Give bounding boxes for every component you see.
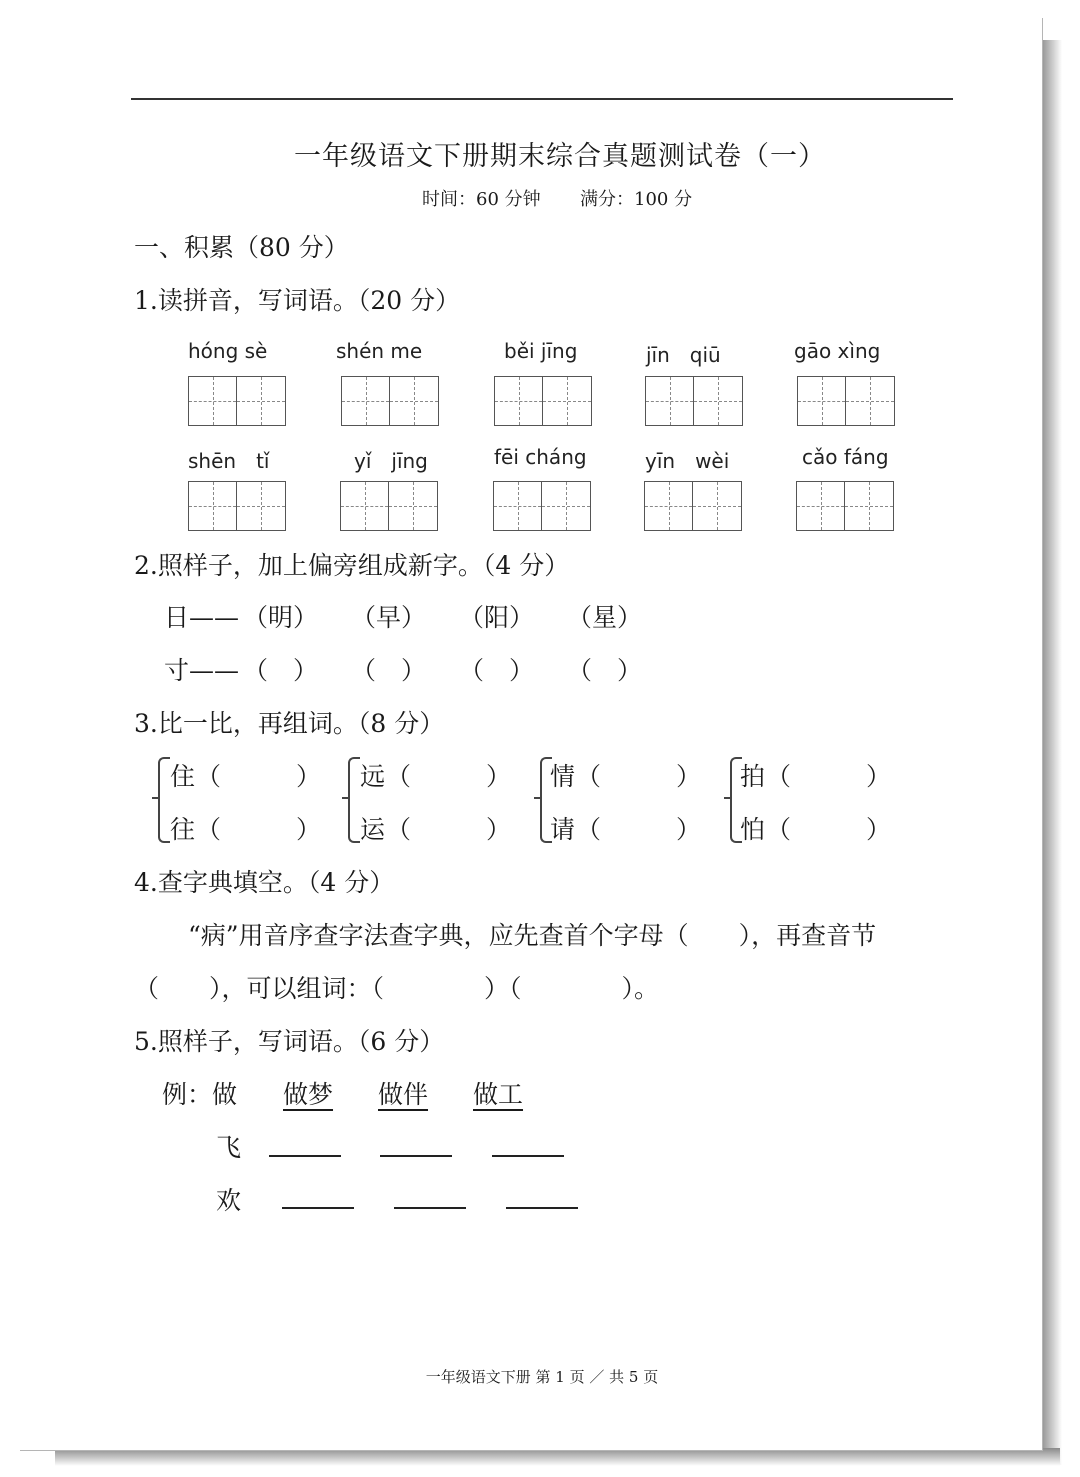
page-footer: 一年级语文下册 第 1 页 ／ 共 5 页 [425, 1368, 659, 1386]
section-heading: 一、积累（80 分） [134, 233, 349, 262]
pair-char-bottom: 请 [550, 815, 576, 844]
paren-close: ） [866, 815, 892, 844]
answer-line[interactable] [506, 1207, 578, 1209]
page-shadow-right [1040, 40, 1062, 1465]
pinyin-label: jīn qiū [646, 343, 721, 367]
pinyin-label: yīn wèi [645, 449, 730, 473]
answer-blank[interactable]: （ ） [459, 656, 535, 685]
radical-stem: 寸—— [164, 656, 240, 685]
pair-char-bottom: 怕 [740, 815, 766, 844]
paren-open: （ [386, 815, 412, 844]
paren-close: ） [296, 762, 322, 791]
writing-grid[interactable] [644, 481, 742, 531]
paren-open: （ [386, 762, 412, 791]
writing-grid[interactable] [645, 376, 743, 426]
example-label: 例：做 [162, 1080, 238, 1109]
example-word: 做梦 [283, 1080, 334, 1109]
paren-close: ） [296, 815, 322, 844]
paren-open: （ [766, 762, 792, 791]
pinyin-label: běi jīng [504, 339, 578, 363]
writing-grid[interactable] [494, 376, 592, 426]
pair-brace [158, 757, 170, 843]
example-word: 做伴 [378, 1080, 429, 1109]
paren-close: ） [486, 815, 512, 844]
pinyin-label: hóng sè [188, 339, 268, 363]
example-char: （星） [567, 603, 643, 632]
answer-blank[interactable]: （ ） [567, 656, 643, 685]
full-score: 满分：100 分 [580, 189, 693, 210]
pinyin-label: shēn tǐ [188, 449, 270, 473]
answer-blank[interactable]: （ ） [351, 656, 427, 685]
writing-grid[interactable] [341, 376, 439, 426]
answer-line[interactable] [492, 1155, 564, 1157]
pinyin-label: shén me [336, 339, 423, 363]
pinyin-label: yǐ jīng [354, 449, 428, 473]
time-limit: 时间：60 分钟 [422, 189, 541, 210]
answer-line[interactable] [282, 1207, 354, 1209]
question-4-line-1: “病”用音序查字法查字典，应先查首个字母（ ），再查音节 [188, 921, 877, 950]
pair-char-top: 情 [550, 762, 576, 791]
paren-close: ） [676, 815, 702, 844]
question-3-heading: 3.比一比，再组词。（8 分） [134, 709, 445, 738]
top-rule [131, 98, 953, 100]
question-4-heading: 4.查字典填空。（4 分） [134, 868, 395, 897]
pinyin-label: gāo xìng [794, 339, 881, 363]
writing-grid[interactable] [796, 481, 894, 531]
writing-grid[interactable] [493, 481, 591, 531]
word-stem-char: 欢 [216, 1186, 242, 1215]
paren-close: ） [676, 762, 702, 791]
answer-line[interactable] [380, 1155, 452, 1157]
paren-open: （ [196, 815, 222, 844]
writing-grid[interactable] [340, 481, 438, 531]
pair-char-top: 住 [170, 762, 196, 791]
pair-char-bottom: 运 [360, 815, 386, 844]
word-stem-char: 飞 [216, 1133, 242, 1162]
paren-open: （ [766, 815, 792, 844]
answer-line[interactable] [269, 1155, 341, 1157]
pinyin-label: fēi cháng [494, 445, 587, 469]
answer-line[interactable] [394, 1207, 466, 1209]
radical-stem: 日—— [164, 603, 240, 632]
paren-open: （ [576, 815, 602, 844]
paren-close: ） [866, 762, 892, 791]
pinyin-label: cǎo fáng [802, 445, 889, 469]
writing-grid[interactable] [797, 376, 895, 426]
writing-grid[interactable] [188, 376, 286, 426]
paren-open: （ [196, 762, 222, 791]
question-5-heading: 5.照样子，写词语。（6 分） [134, 1027, 445, 1056]
paren-close: ） [486, 762, 512, 791]
question-1-heading: 1.读拼音，写词语。（20 分） [134, 286, 461, 315]
example-char: （阳） [459, 603, 535, 632]
pair-char-top: 拍 [740, 762, 766, 791]
answer-blank[interactable]: （ ） [243, 656, 319, 685]
example-char: （早） [351, 603, 427, 632]
question-4-line-2: （ ），可以组词：（ ）（ ）。 [134, 974, 660, 1003]
writing-grid[interactable] [188, 481, 286, 531]
paren-open: （ [576, 762, 602, 791]
pair-brace [348, 757, 360, 843]
page-title: 一年级语文下册期末综合真题测试卷（一） [294, 141, 826, 172]
question-2-heading: 2.照样子，加上偏旁组成新字。（4 分） [134, 551, 570, 580]
example-char: （明） [243, 603, 319, 632]
pair-char-top: 远 [360, 762, 386, 791]
pair-char-bottom: 往 [170, 815, 196, 844]
example-word: 做工 [473, 1080, 524, 1109]
